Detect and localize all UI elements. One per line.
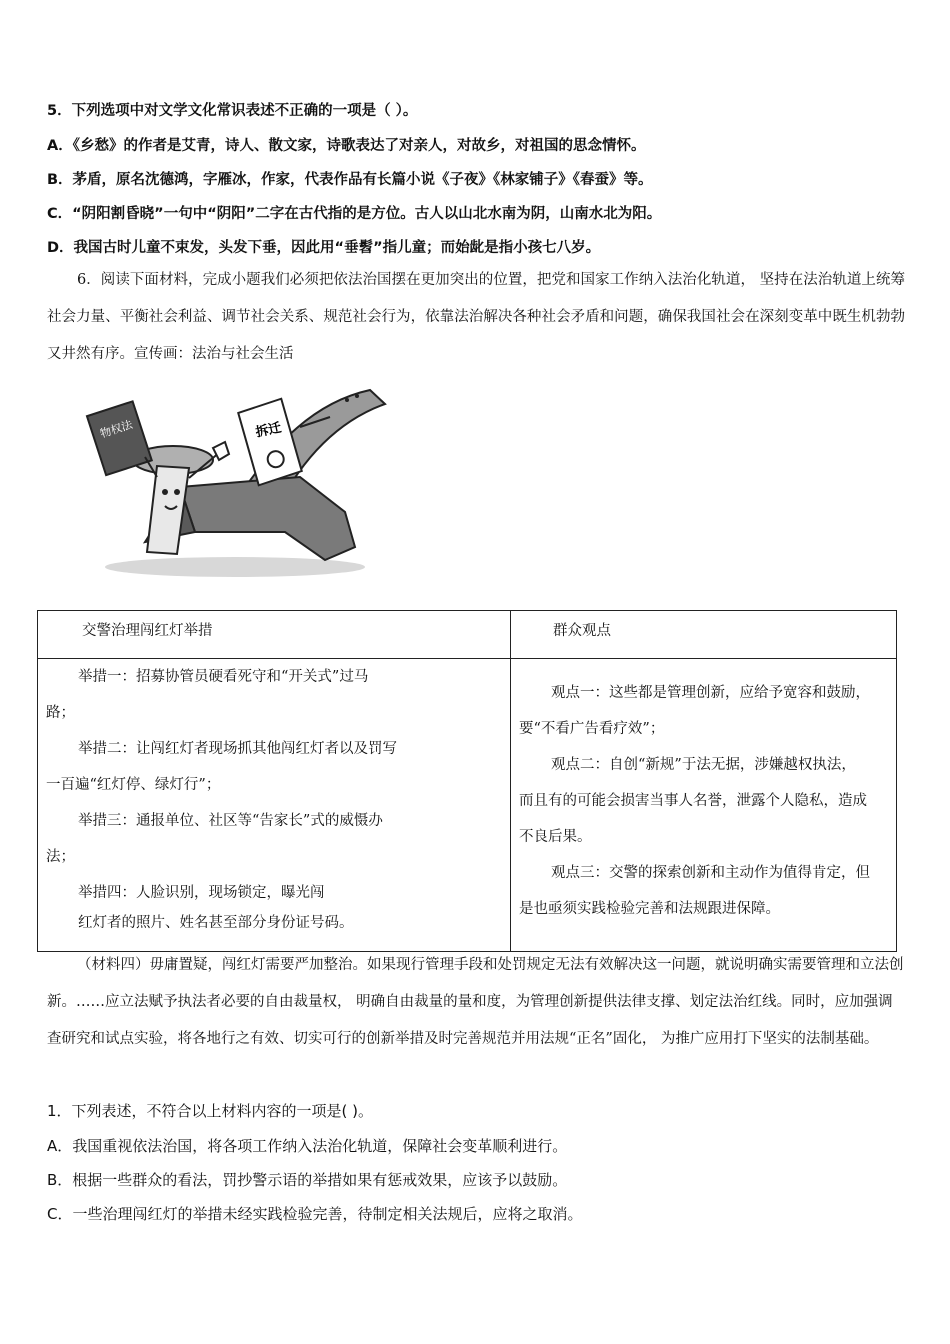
opinion-line: 观点三：交警的探索创新和主动作为值得肯定，但 (551, 865, 870, 881)
sub-q1-stem: 1．下列表述，不符合以上材料内容的一项是( )。 (47, 1102, 374, 1120)
table-header-measures: 交警治理闯红灯举措 (38, 611, 511, 659)
sub-q1-option-c: C．一些治理闯红灯的举措未经实践检验完善，待制定相关法规后，应将之取消。 (47, 1205, 583, 1223)
opinion-line: 观点二：自创“新规”于法无据，涉嫌越权执法， (551, 757, 856, 773)
material-four-paragraph: （材料四）毋庸置疑，闯红灯需要严加整治。如果现行管理手段和处罚规定无法有效解决这一问题，就说明确实需要管理和立法创新。……应立法赋予执法者必要的自由裁量权， 明确自由裁量的量和度，为管理创新提供法律支撑、划定法治红线。同时，应加强调查研究和试点实验，将各地行之有效、切实可行的创新举措及时完善规范并用法规“正名”固化， 为推广应用打下坚实的法制基础。 (47, 957, 904, 1047)
table-header-opinions: 群众观点 (511, 611, 897, 659)
measure-line: 举措一：招募协管员硬看死守和“开关式”过马 (78, 669, 369, 685)
sign-label: 拆迁 (254, 420, 283, 441)
cartoon-illustration (85, 382, 395, 582)
q5-option-b: B．茅盾，原名沈德鸿，字雁冰，作家，代表作品有长篇小说《子夜》《林家铺子》《春蚕》等。 (47, 172, 653, 188)
q5-stem: 5．下列选项中对文学文化常识表述不正确的一项是（ ）。 (47, 103, 418, 119)
opinion-line: 不良后果。 (519, 829, 592, 845)
measures-table (37, 610, 897, 952)
opinion-line: 观点一：这些都是管理创新，应给予宽容和鼓励， (551, 685, 870, 701)
book-label: 物权法 (98, 417, 135, 441)
measure-line: 举措二：让闯红灯者现场抓其他闯红灯者以及罚写 (78, 741, 397, 757)
measure-line: 举措三：通报单位、社区等“告家长”式的威慑办 (78, 813, 383, 829)
q5-option-a: A．《乡愁》的作者是艾青，诗人、散文家，诗歌表达了对亲人，对故乡，对祖国的思念情怀。 (47, 138, 646, 154)
measure-line: 路； (46, 705, 75, 721)
measure-line: 一百遍“红灯停、绿灯行”； (46, 777, 221, 793)
q6-intro: 6．阅读下面材料，完成小题我们必须把依法治国摆在更加突出的位置，把党和国家工作纳入法治化轨道， 坚持在法治轨道上统筹社会力量、平衡社会利益、调节社会关系、规范社会行为，依靠法治解决各种社会矛盾和问题，确保我国社会在深刻变革中既生机勃勃又井然有序。宣传画：法治与社会生活 (47, 272, 905, 362)
opinion-line: 而且有的可能会损害当事人名誉，泄露个人隐私，造成 (519, 793, 867, 809)
sub-q1-option-a: A．我国重视依法治国，将各项工作纳入法治化轨道，保障社会变革顺利进行。 (47, 1137, 568, 1155)
opinion-line: 要“不看广告看疗效”； (519, 721, 665, 737)
table-cell-opinions (511, 659, 897, 952)
measure-line: 法； (46, 849, 75, 865)
q5-option-c: C．“阴阳割昏晓”一句中“阴阳”二字在古代指的是方位。古人以山北水南为阴，山南水北为阳。 (47, 206, 662, 222)
measure-line: 举措四：人脸识别，现场锁定，曝光闯 (78, 885, 325, 901)
table-cell-measures (38, 659, 511, 952)
q5-option-d: D．我国古时儿童不束发，头发下垂，因此用“垂髫”指儿童；而始龀是指小孩七八岁。 (47, 240, 601, 256)
sub-q1-option-b: B．根据一些群众的看法，罚抄警示语的举措如果有惩戒效果，应该予以鼓励。 (47, 1171, 568, 1189)
measure-line: 红灯者的照片、姓名甚至部分身份证号码。 (78, 915, 354, 931)
opinion-line: 是也亟须实践检验完善和法规跟进保障。 (519, 901, 780, 917)
